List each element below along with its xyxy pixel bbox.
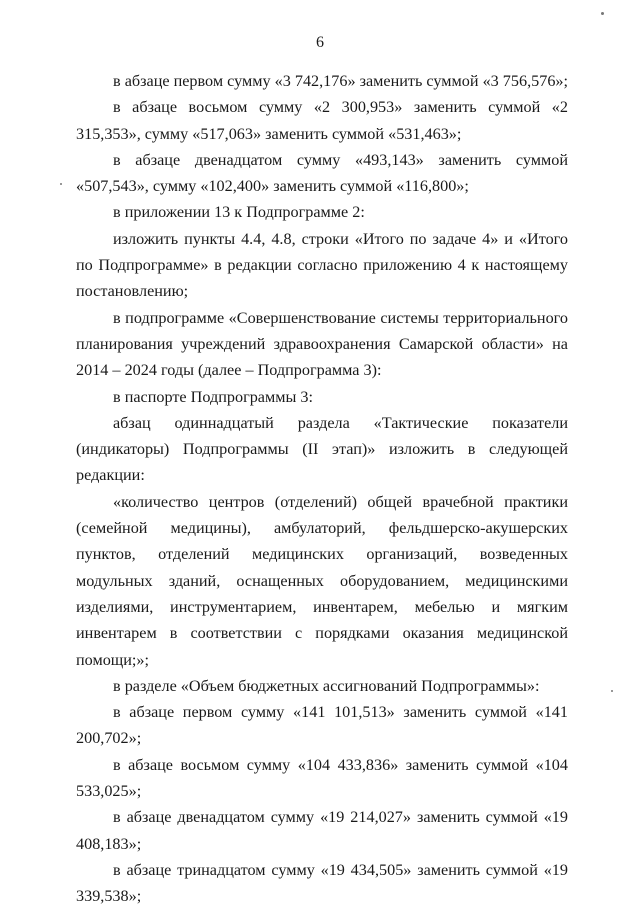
paragraph: изложить пункты 4.4, 4.8, строки «Итого по задаче 4» и «Итого по Подпрограмме» в редакции согласно приложению 4 к настоящему постановлению; [76,229,568,301]
paragraph: в абзаце тринадцатом сумму «19 434,505» заменить суммой «19 339,538»; [76,860,568,906]
document-body [76,68,568,910]
scan-speck [601,12,604,15]
paragraph: абзац одиннадцатый раздела «Тактические показатели (индикаторы) Подпрограммы (II этап)» изложить в следующей редакции: [76,413,568,485]
paragraph: в разделе «Объем бюджетных ассигнований Подпрограммы»: [113,676,540,695]
paragraph: в абзаце двенадцатом сумму «19 214,027» заменить суммой «19 408,183»; [76,808,568,853]
scan-speck [60,183,62,185]
paragraph: «количество центров (отделений) общей врачебной практики (семейной медицины), амбулаторий, фельдшерско-акушерских пунктов, отделений медицинских организаций, возведенных модульных зданий, оснащенных оборудованием, медицинскими изделиями, инструментарием, инвентарем, мебелью и мягким инвентарем в соответствии с порядками оказания медицинской помощи;»; [76,492,568,669]
paragraph: в абзаце восьмом сумму «104 433,836» заменить суммой «104 533,025»; [76,755,568,801]
paragraph: в паспорте Подпрограммы 3: [113,387,313,406]
paragraph: в приложении 13 к Подпрограмме 2: [113,203,365,222]
paragraph: в абзаце первом сумму «3 742,176» заменить суммой «3 756,576»; [113,72,569,90]
paragraph: в подпрограмме «Совершенствование системы территориального планирования учреждений здравоохранения Самарской области» на 2014 – 2024 годы (далее – Подпрограмма 3): [76,308,568,380]
page-number: 6 [316,34,324,51]
paragraph: в абзаце первом сумму «141 101,513» заменить суммой «141 200,702»; [76,703,568,748]
paragraph: в абзаце восьмом сумму «2 300,953» заменить суммой «2 315,353», сумму «517,063» заменить суммой «531,463»; [76,98,568,143]
paragraph: в абзаце двенадцатом сумму «493,143» заменить суммой «507,543», сумму «102,400» заменить суммой «116,800»; [76,150,568,196]
scan-speck [611,690,613,692]
